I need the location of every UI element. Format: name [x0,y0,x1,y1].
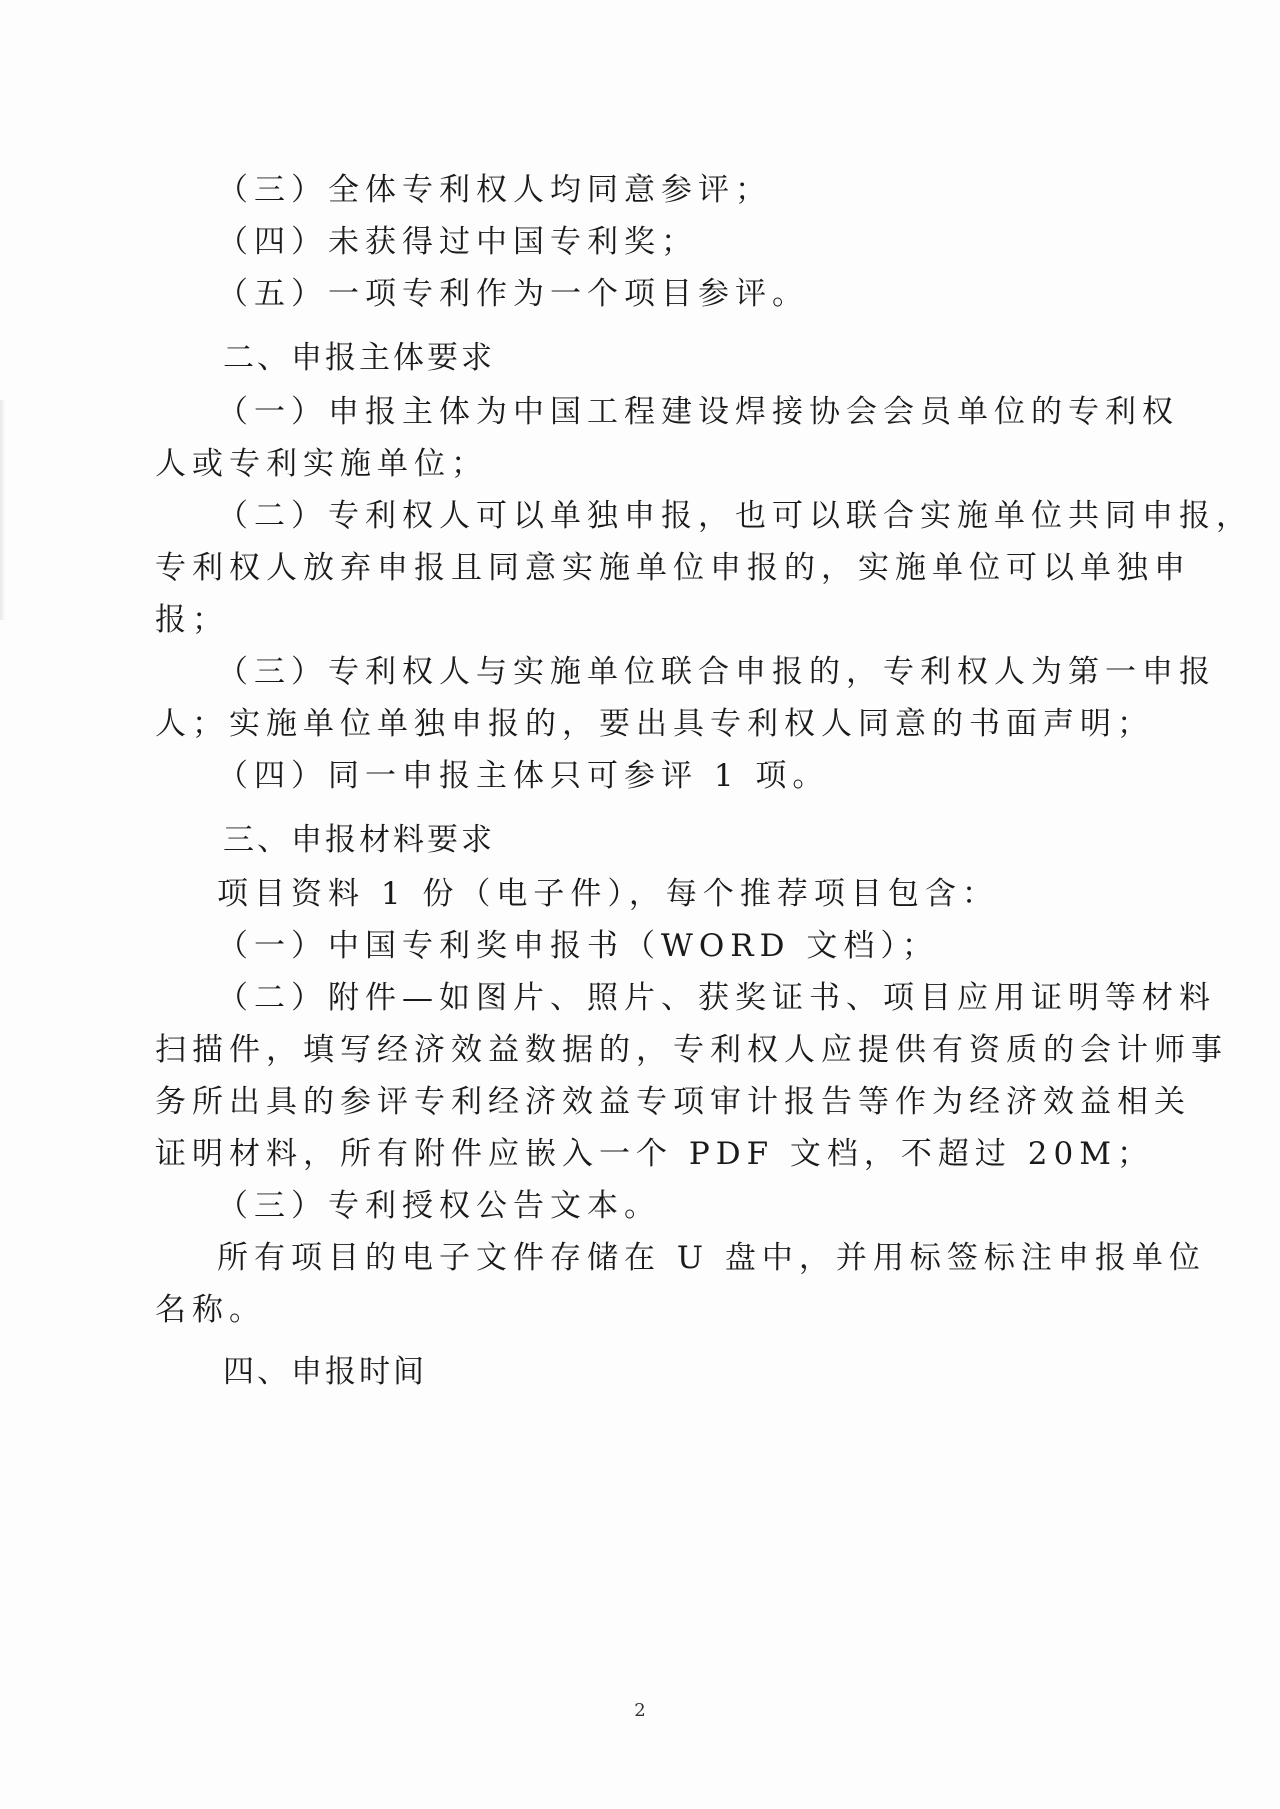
section-heading [155,818,1125,862]
paragraph [155,1236,1206,1332]
paragraph-line: 项目资料 1 份（电子件），每个推荐项目包含： [217,876,999,912]
paragraph [155,650,1216,746]
paragraph-line: （四）未获得过中国专利奖； [217,224,698,260]
paragraph-line: 名称。 [155,1292,266,1328]
paragraph-line: （一）中国专利奖申报书（WORD 文档）； [217,928,939,964]
scan-edge-shadow [0,400,6,620]
paragraph-line: 人或专利实施单位； [155,446,488,482]
paragraph-line: 务所出具的参评专利经济效益专项审计报告等作为经济效益相关 [155,1084,1191,1120]
paragraph-line: （一）申报主体为中国工程建设焊接协会会员单位的专利权 [217,394,1179,430]
paragraph [155,390,1179,486]
section-heading [155,336,1125,380]
paragraph [155,272,1125,316]
section-heading-text: 三、申报材料要求 [223,822,495,858]
paragraph-line: （三）专利权人与实施单位联合申报的，专利权人为第一申报 [217,654,1216,690]
paragraph-line: 证明材料，所有附件应嵌入一个 PDF 文档，不超过 20M； [155,1136,1154,1172]
paragraph-line: 专利权人放弃申报且同意实施单位申报的，实施单位可以单独申 [155,550,1191,586]
document-body [155,168,1253,1402]
paragraph-line: （四）同一申报主体只可参评 1 项。 [217,758,830,794]
paragraph [155,494,1253,642]
paragraph-line: 人；实施单位单独申报的，要出具专利权人同意的书面声明； [155,706,1154,742]
paragraph-line: （三）专利授权公告文本。 [217,1188,661,1224]
paragraph-line: （二）专利权人可以单独申报，也可以联合实施单位共同申报， [217,498,1253,534]
page-number: 2 [634,1700,646,1721]
paragraph-line: 所有项目的电子文件存储在 U 盘中，并用标签标注申报单位 [217,1240,1206,1276]
section-heading-text: 四、申报时间 [223,1354,427,1390]
paragraph [155,168,1125,212]
paragraph-line: 扫描件，填写经济效益数据的，专利权人应提供有资质的会计师事 [155,1032,1228,1068]
paragraph-line: 报； [155,602,229,638]
paragraph-line: （五）一项专利作为一个项目参评。 [217,276,809,312]
paragraph [155,220,1125,264]
paragraph-line: （三）全体专利权人均同意参评； [217,172,772,208]
paragraph [155,976,1228,1176]
section-heading-text: 二、申报主体要求 [223,340,495,376]
paragraph [155,1184,1125,1228]
section-heading [155,1350,1125,1394]
paragraph [155,924,1125,968]
paragraph [155,872,1125,916]
paragraph-line: （二）附件—如图片、照片、获奖证书、项目应用证明等材料 [217,980,1216,1016]
paragraph [155,754,1125,798]
